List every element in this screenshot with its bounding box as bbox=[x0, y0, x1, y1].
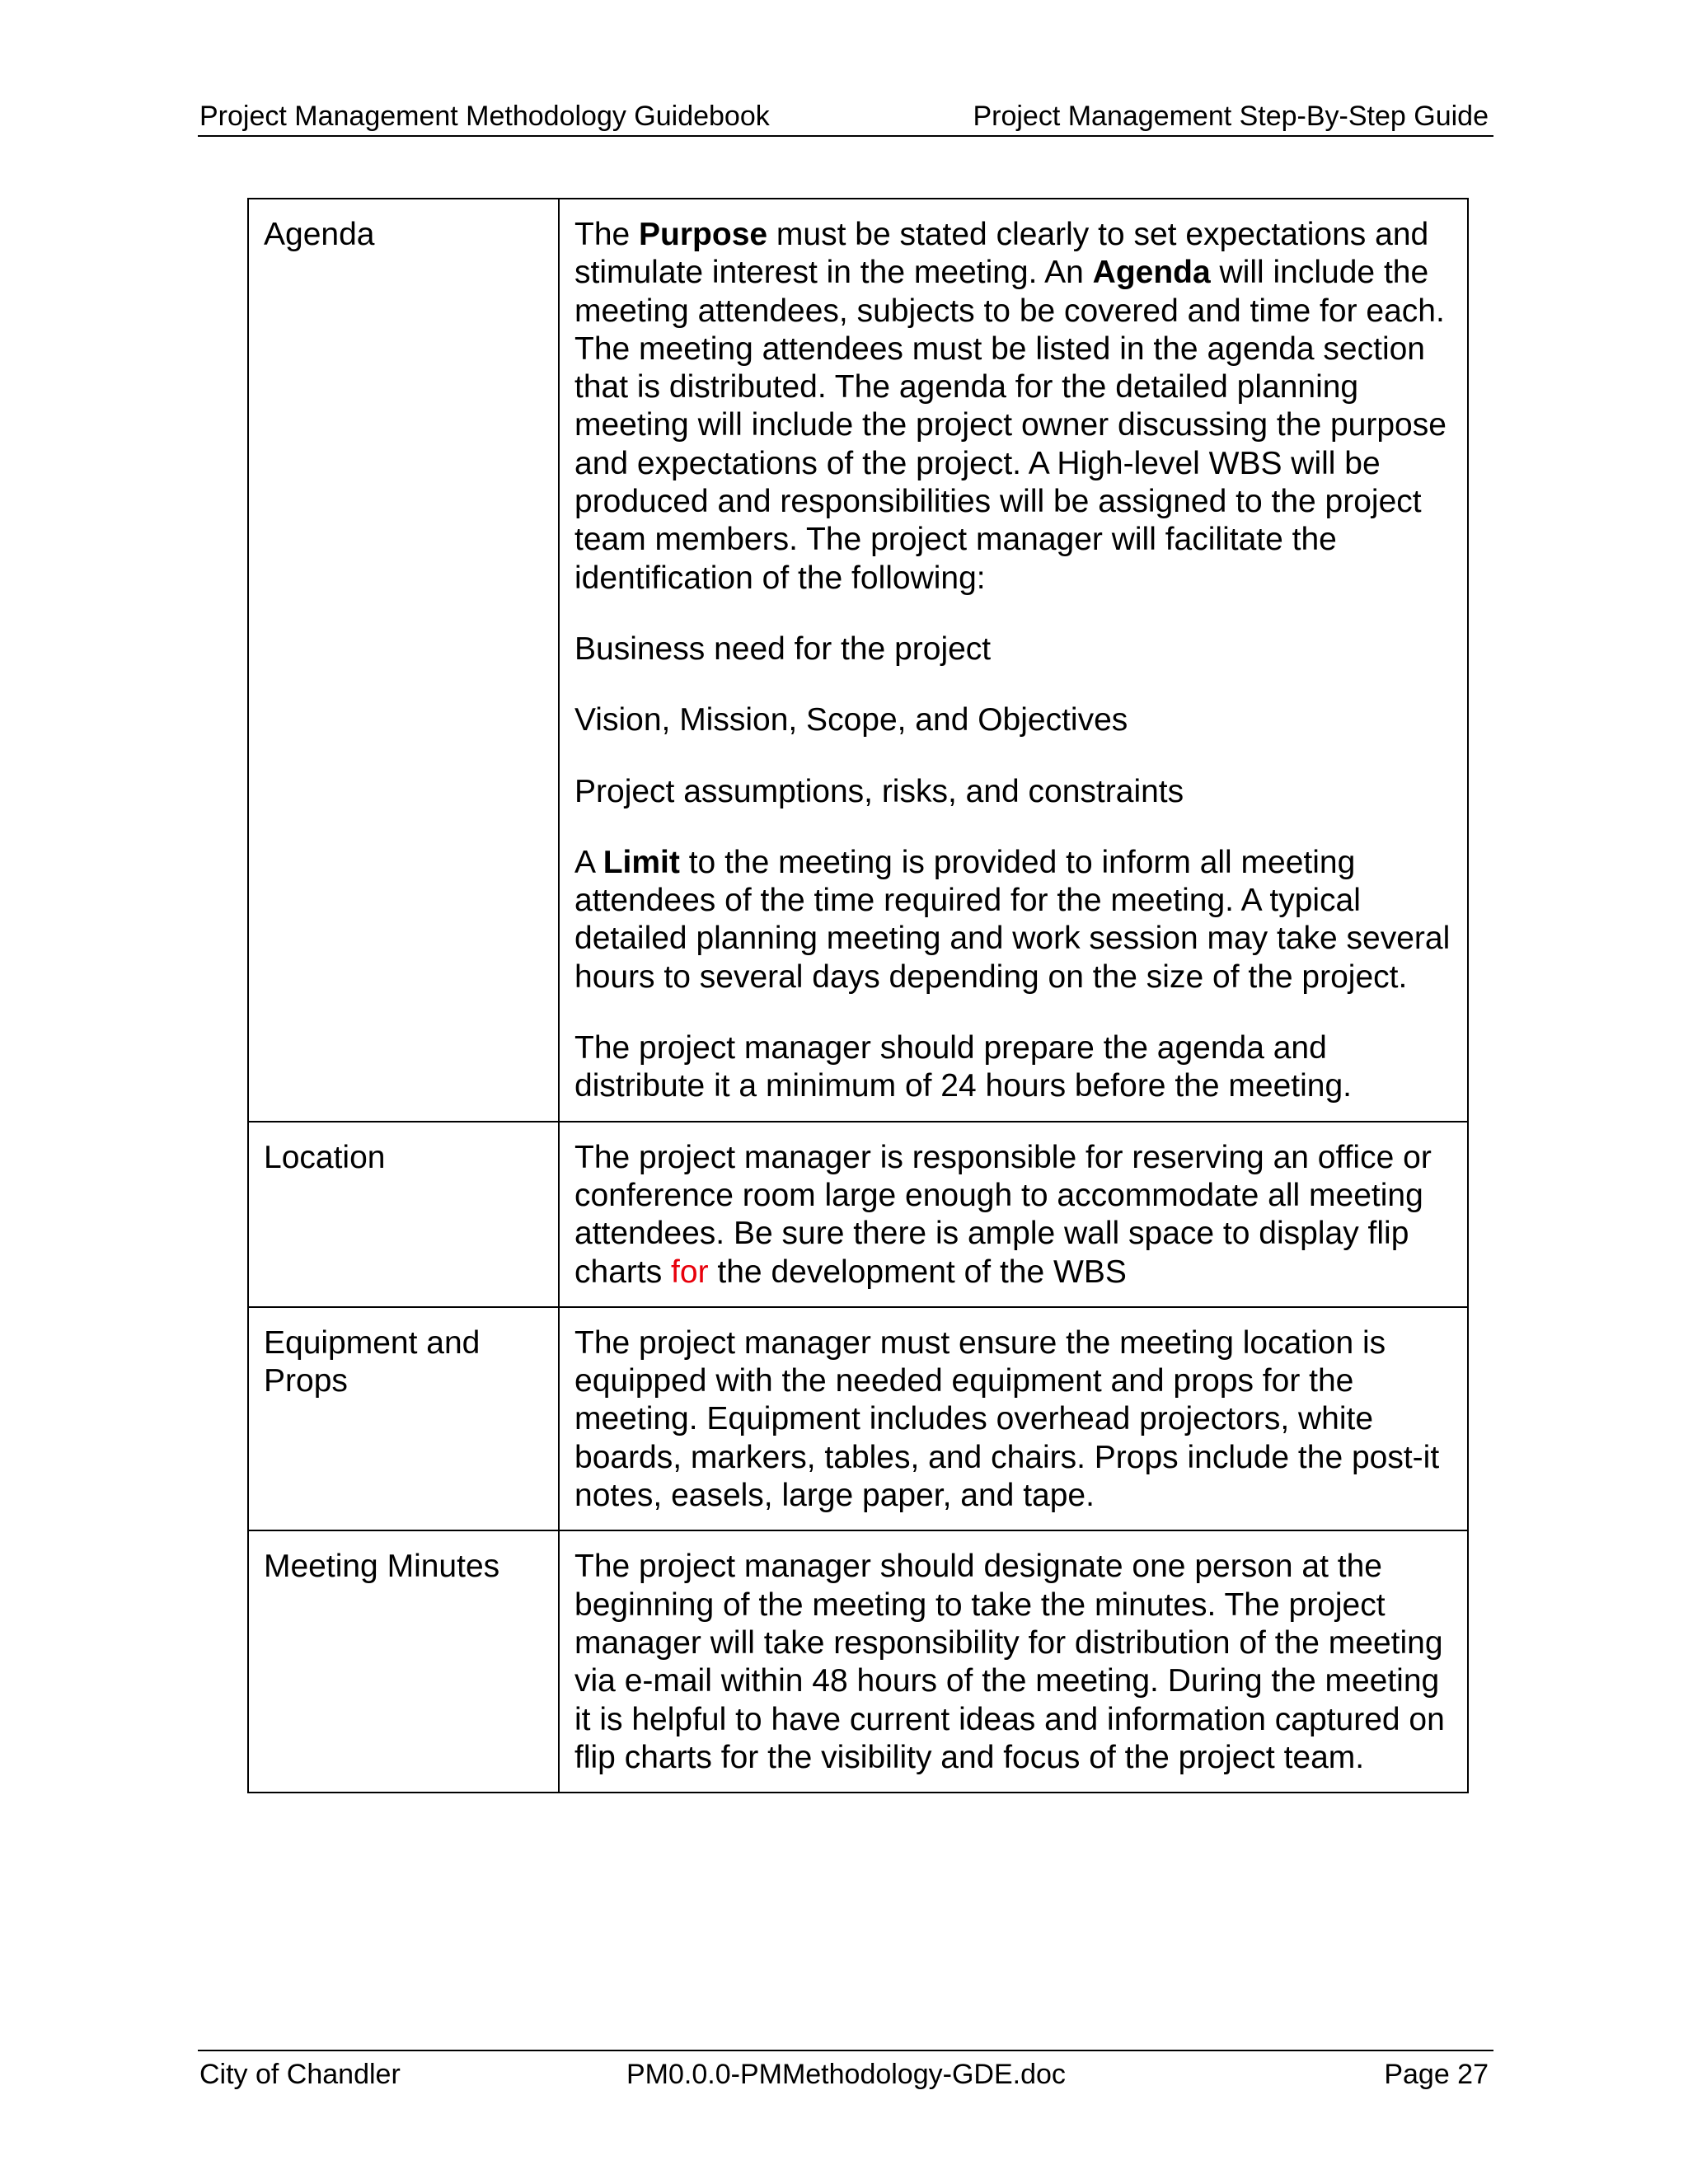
page-header bbox=[198, 97, 1493, 137]
purpose-term: Purpose bbox=[639, 217, 768, 252]
footer-filename: PM0.0.0-PMMethodology-GDE.doc bbox=[626, 2059, 1066, 2090]
agenda-paragraph-distribution: The project manager should prepare the agenda and distribute it a minimum of 24 hours before the meeting. bbox=[574, 1030, 1352, 1104]
table-row-location bbox=[248, 1122, 1468, 1307]
highlighted-word: for bbox=[671, 1254, 709, 1290]
row-label-location: Location bbox=[248, 1122, 559, 1307]
row-content-agenda bbox=[559, 199, 1468, 1122]
agenda-term: Agenda bbox=[1092, 255, 1211, 291]
page-footer bbox=[198, 2050, 1493, 2091]
table-row-minutes bbox=[248, 1530, 1468, 1793]
agenda-item-business-need: Business need for the project bbox=[574, 630, 992, 667]
header-title-left: Project Management Methodology Guidebook bbox=[199, 101, 770, 132]
limit-term: Limit bbox=[603, 844, 680, 880]
agenda-paragraph-purpose: The Purpose must be stated clearly to set expectations and stimulate interest in the meeting. An Agenda will include the meeting attendees, subjects to be covered and time for each. The meeting attendees must be listed in the agenda section that is distributed. The agenda for the detailed planning meeting will include the project owner discussing the purpose and expectations of the project. A High-level WBS will be produced and responsibilities will be assigned to the project team members. The project manager will facilitate the identification of the following: bbox=[574, 217, 1447, 596]
table-row-equipment bbox=[248, 1307, 1468, 1530]
footer-page-number: Page 27 bbox=[1384, 2059, 1489, 2090]
row-label-agenda: Agenda bbox=[248, 199, 559, 1122]
row-label-minutes: Meeting Minutes bbox=[248, 1530, 559, 1793]
agenda-item-vision: Vision, Mission, Scope, and Objectives bbox=[574, 702, 1128, 738]
row-content-equipment: The project manager must ensure the meeting location is equipped with the needed equipment and props for the meeting. Equipment includes overhead projectors, white boards, markers, tables, and chairs. Props include the post-it notes, easels, large paper, and tape. bbox=[559, 1307, 1468, 1530]
agenda-paragraph-limit: A Limit to the meeting is provided to inform all meeting attendees of the time required for the meeting. A typical detailed planning meeting and work session may take several hours to several days depending on the size of the project. bbox=[574, 844, 1451, 995]
row-label-equipment: Equipment and Props bbox=[248, 1307, 559, 1530]
footer-organization: City of Chandler bbox=[199, 2059, 401, 2090]
header-title-right: Project Management Step-By-Step Guide bbox=[973, 101, 1489, 132]
meeting-details-table bbox=[247, 198, 1469, 1793]
row-content-minutes: The project manager should designate one person at the beginning of the meeting to take the minutes. The project manager will take responsibility for distribution of the meeting via e-mail within 48 hours of the meeting. During the meeting it is helpful to have current ideas and information captured on flip charts for the visibility and focus of the project team. bbox=[559, 1530, 1468, 1793]
agenda-item-assumptions: Project assumptions, risks, and constraints bbox=[574, 773, 1184, 809]
table-row-agenda bbox=[248, 199, 1468, 1122]
row-content-location: The project manager is responsible for reserving an office or conference room large enough to accommodate all meeting attendees. Be sure there is ample wall space to display flip charts for the development of the WBS bbox=[559, 1122, 1468, 1307]
